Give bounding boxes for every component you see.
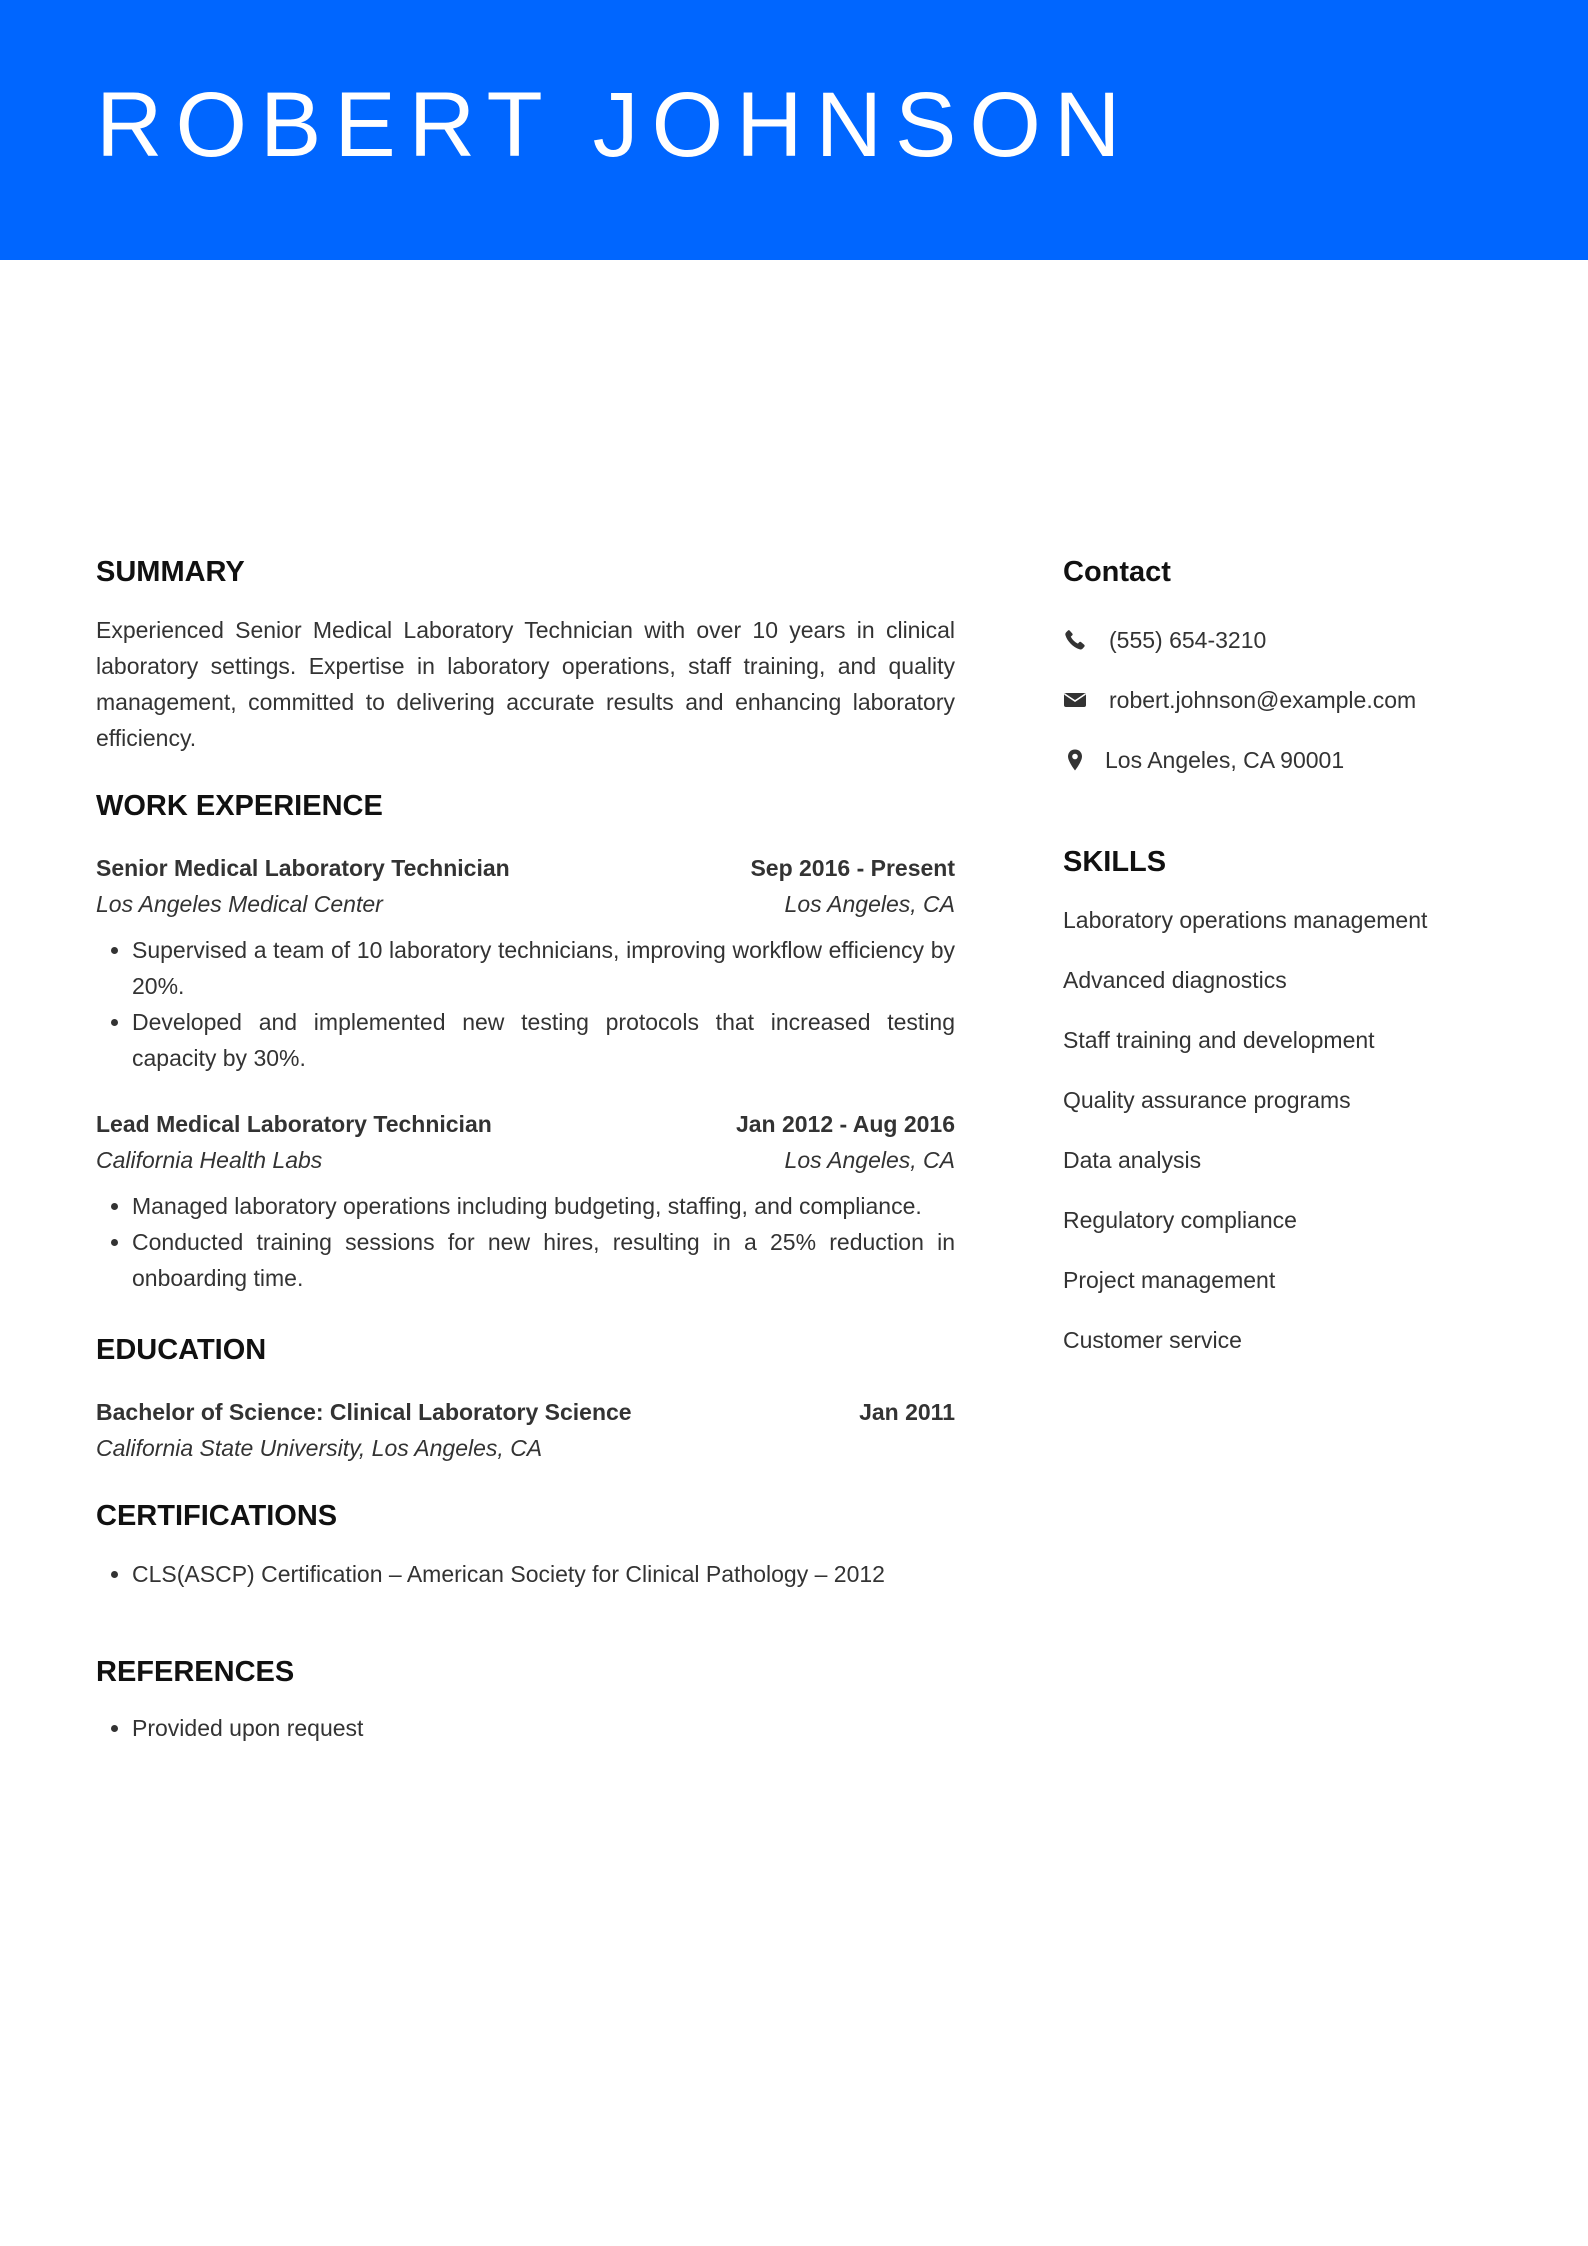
certifications-section [96,1496,955,1592]
resume-header [0,0,1588,260]
job-header [96,1106,955,1142]
job-header [96,850,955,886]
references-section [96,1652,955,1746]
job-role: Senior Medical Laboratory Technician [96,855,510,881]
map-pin-icon [1063,748,1087,772]
contact-section [1063,552,1523,790]
contact-list [1063,610,1523,790]
sidebar-column [1063,552,1523,1370]
reference-item: • Provided upon request [132,1710,955,1746]
work-experience-section [96,786,955,1296]
summary-title: SUMMARY [96,556,245,588]
main-column [96,552,955,1746]
job-role: Lead Medical Laboratory Technician [96,1111,492,1137]
education-header [96,1394,955,1430]
skill-item: Staff training and development [1063,1027,1375,1053]
job-entry [96,850,955,1076]
job-dates: Jan 2012 - Aug 2016 [735,1111,955,1137]
certifications-title: CERTIFICATIONS [96,1500,338,1532]
job-bullet: • Supervised a team of 10 laboratory technicians, improving workflow efficiency by 20%. [132,932,955,1004]
job-subheader [96,1142,955,1178]
contact-location-text: Los Angeles, CA 90001 [1105,746,1345,773]
skills-section [1063,842,1523,1370]
contact-location [1063,730,1523,790]
education-section [96,1330,955,1466]
skills-list [1063,890,1523,1370]
education-school: California State University, Los Angeles, CA [96,1435,543,1461]
education-entry [96,1394,955,1466]
education-subheader [96,1430,955,1466]
skill-item: Regulatory compliance [1063,1207,1297,1233]
work-experience-title: WORK EXPERIENCE [96,790,383,822]
skill-item: Customer service [1063,1327,1242,1353]
job-company: California Health Labs [96,1147,323,1173]
contact-email [1063,670,1523,730]
contact-title: Contact [1063,556,1171,588]
candidate-name: ROBERT JOHNSON [96,73,1134,176]
skill-item: Advanced diagnostics [1063,967,1287,993]
contact-phone [1063,610,1523,670]
job-location: Los Angeles, CA [784,891,955,917]
job-company: Los Angeles Medical Center [96,891,383,917]
phone-icon [1063,628,1087,652]
job-bullet: • Conducted training sessions for new hires, resulting in a 25% reduction in onboarding time. [132,1224,955,1296]
references-list [96,1710,955,1746]
certification-item: • CLS(ASCP) Certification – American Society for Clinical Pathology – 2012 [132,1556,955,1592]
job-entry [96,1106,955,1296]
job-location: Los Angeles, CA [784,1147,955,1173]
skill-item: Quality assurance programs [1063,1087,1351,1113]
job-bullet: • Developed and implemented new testing protocols that increased testing capacity by 30%. [132,1004,955,1076]
education-degree: Bachelor of Science: Clinical Laboratory Science [96,1399,632,1425]
skill-item: Laboratory operations management [1063,907,1428,933]
job-dates: Sep 2016 - Present [750,855,955,881]
summary-text: Experienced Senior Medical Laboratory Technician with over 10 years in clinical laboratory settings. Expertise in laboratory operations, staff training, and quality management, committed to delivering accurate results and enhancing laboratory efficiency. [96,617,955,751]
skills-title: SKILLS [1063,846,1167,878]
job-subheader [96,886,955,922]
education-date: Jan 2011 [859,1399,955,1425]
skill-item: Data analysis [1063,1147,1202,1173]
job-bullets [96,932,955,1076]
job-bullets [96,1188,955,1296]
summary-section [96,552,955,756]
education-title: EDUCATION [96,1334,267,1366]
job-bullet: • Managed laboratory operations including budgeting, staffing, and compliance. [132,1188,955,1224]
skill-item: Project management [1063,1267,1276,1293]
references-title: REFERENCES [96,1656,295,1688]
certifications-list [96,1556,955,1592]
contact-phone-text[interactable]: (555) 654-3210 [1109,626,1267,653]
contact-email-text[interactable]: robert.johnson@example.com [1109,686,1417,713]
envelope-icon [1063,688,1087,712]
